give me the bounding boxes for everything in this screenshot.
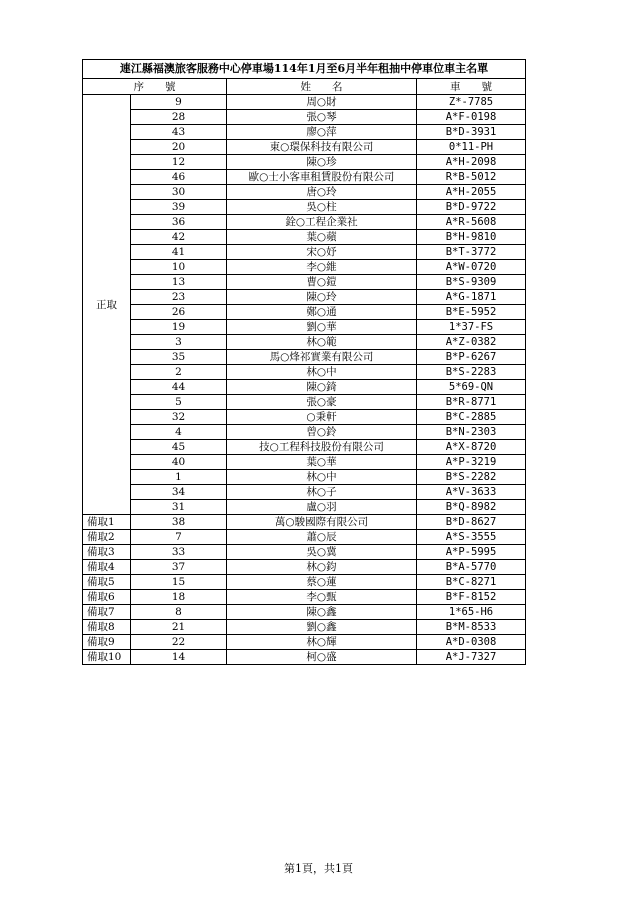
table-row bbox=[83, 635, 526, 650]
alternate-label: 備取6 bbox=[83, 590, 131, 605]
plate-cell: B*R-8771 bbox=[417, 395, 526, 410]
name-cell: 東○環保科技有限公司 bbox=[227, 140, 417, 155]
alternate-label: 備取5 bbox=[83, 575, 131, 590]
plate-cell: 0*11-PH bbox=[417, 140, 526, 155]
alternate-label: 備取7 bbox=[83, 605, 131, 620]
plate-cell: B*D-3931 bbox=[417, 125, 526, 140]
seq-cell: 23 bbox=[131, 290, 227, 305]
name-cell: 技○工程科技股份有限公司 bbox=[227, 440, 417, 455]
seq-cell: 35 bbox=[131, 350, 227, 365]
name-cell: 林○輝 bbox=[227, 635, 417, 650]
seq-cell: 10 bbox=[131, 260, 227, 275]
plate-cell: B*N-2303 bbox=[417, 425, 526, 440]
table-row bbox=[83, 515, 526, 530]
plate-cell: 5*69-QN bbox=[417, 380, 526, 395]
plate-cell: A*X-8720 bbox=[417, 440, 526, 455]
seq-cell: 14 bbox=[131, 650, 227, 665]
name-cell: ○秉軒 bbox=[227, 410, 417, 425]
seq-cell: 28 bbox=[131, 110, 227, 125]
seq-cell: 21 bbox=[131, 620, 227, 635]
table-body bbox=[83, 95, 526, 665]
plate-cell: B*D-9722 bbox=[417, 200, 526, 215]
name-cell: 歐○士小客車租賃股份有限公司 bbox=[227, 170, 417, 185]
seq-cell: 44 bbox=[131, 380, 227, 395]
plate-cell: A*S-3555 bbox=[417, 530, 526, 545]
name-cell: 葉○蘋 bbox=[227, 230, 417, 245]
name-cell: 林○中 bbox=[227, 365, 417, 380]
name-cell: 葉○華 bbox=[227, 455, 417, 470]
name-cell: 曹○鎧 bbox=[227, 275, 417, 290]
table-row bbox=[83, 575, 526, 590]
name-cell: 陳○錡 bbox=[227, 380, 417, 395]
table-row bbox=[83, 140, 526, 155]
table-row bbox=[83, 485, 526, 500]
table-row bbox=[83, 290, 526, 305]
seq-cell: 2 bbox=[131, 365, 227, 380]
plate-cell: A*D-0308 bbox=[417, 635, 526, 650]
table-row bbox=[83, 320, 526, 335]
plate-cell: B*P-6267 bbox=[417, 350, 526, 365]
seq-cell: 9 bbox=[131, 95, 227, 110]
table-row bbox=[83, 410, 526, 425]
alternate-label: 備取2 bbox=[83, 530, 131, 545]
seq-cell: 45 bbox=[131, 440, 227, 455]
plate-cell: A*H-2098 bbox=[417, 155, 526, 170]
group-label-primary: 正取 bbox=[83, 95, 131, 515]
table-row bbox=[83, 590, 526, 605]
plate-cell: B*A-5770 bbox=[417, 560, 526, 575]
seq-cell: 31 bbox=[131, 500, 227, 515]
table-row bbox=[83, 200, 526, 215]
plate-cell: A*P-3219 bbox=[417, 455, 526, 470]
table-row bbox=[83, 155, 526, 170]
table-row bbox=[83, 170, 526, 185]
seq-cell: 5 bbox=[131, 395, 227, 410]
seq-cell: 34 bbox=[131, 485, 227, 500]
name-cell: 馬○烽祁實業有限公司 bbox=[227, 350, 417, 365]
table-row bbox=[83, 470, 526, 485]
plate-cell: A*J-7327 bbox=[417, 650, 526, 665]
plate-cell: R*B-5012 bbox=[417, 170, 526, 185]
name-cell: 張○豪 bbox=[227, 395, 417, 410]
table-row bbox=[83, 110, 526, 125]
seq-cell: 12 bbox=[131, 155, 227, 170]
name-cell: 張○琴 bbox=[227, 110, 417, 125]
plate-cell: 1*65-H6 bbox=[417, 605, 526, 620]
table-row bbox=[83, 440, 526, 455]
seq-cell: 33 bbox=[131, 545, 227, 560]
name-cell: 唐○玲 bbox=[227, 185, 417, 200]
name-cell: 劉○鑫 bbox=[227, 620, 417, 635]
plate-cell: B*Q-8982 bbox=[417, 500, 526, 515]
name-cell: 曾○鈴 bbox=[227, 425, 417, 440]
seq-cell: 13 bbox=[131, 275, 227, 290]
table-row bbox=[83, 335, 526, 350]
seq-cell: 42 bbox=[131, 230, 227, 245]
plate-cell: A*W-0720 bbox=[417, 260, 526, 275]
table-row bbox=[83, 185, 526, 200]
seq-cell: 43 bbox=[131, 125, 227, 140]
name-cell: 鄭○通 bbox=[227, 305, 417, 320]
table-row bbox=[83, 215, 526, 230]
plate-cell: A*Z-0382 bbox=[417, 335, 526, 350]
page-footer: 第1頁，共1頁 bbox=[284, 862, 353, 875]
table-row bbox=[83, 455, 526, 470]
name-header: 姓 名 bbox=[227, 79, 417, 95]
table-row bbox=[83, 365, 526, 380]
name-cell: 林○子 bbox=[227, 485, 417, 500]
plate-cell: A*H-2055 bbox=[417, 185, 526, 200]
name-cell: 廖○萍 bbox=[227, 125, 417, 140]
alternate-label: 備取9 bbox=[83, 635, 131, 650]
table-row bbox=[83, 125, 526, 140]
name-cell: 陳○珍 bbox=[227, 155, 417, 170]
document-title: 連江縣福澳旅客服務中心停車場114年1月至6月半年租抽中停車位車主名單 bbox=[83, 60, 526, 79]
plate-cell: B*S-2282 bbox=[417, 470, 526, 485]
plate-cell: A*G-1871 bbox=[417, 290, 526, 305]
table-row bbox=[83, 425, 526, 440]
name-cell: 林○範 bbox=[227, 335, 417, 350]
plate-cell: A*P-5995 bbox=[417, 545, 526, 560]
seq-cell: 36 bbox=[131, 215, 227, 230]
name-cell: 蕭○辰 bbox=[227, 530, 417, 545]
table-row bbox=[83, 650, 526, 665]
alternate-label: 備取1 bbox=[83, 515, 131, 530]
alternate-label: 備取4 bbox=[83, 560, 131, 575]
table-row bbox=[83, 530, 526, 545]
seq-cell: 38 bbox=[131, 515, 227, 530]
name-cell: 萬○駿國際有限公司 bbox=[227, 515, 417, 530]
table-row bbox=[83, 380, 526, 395]
table-row bbox=[83, 350, 526, 365]
seq-cell: 4 bbox=[131, 425, 227, 440]
seq-cell: 32 bbox=[131, 410, 227, 425]
name-cell: 周○財 bbox=[227, 95, 417, 110]
seq-cell: 30 bbox=[131, 185, 227, 200]
header-row bbox=[83, 79, 526, 95]
seq-cell: 37 bbox=[131, 560, 227, 575]
name-cell: 吳○冀 bbox=[227, 545, 417, 560]
plate-cell: B*C-2885 bbox=[417, 410, 526, 425]
plate-header: 車 號 bbox=[417, 79, 526, 95]
winners-table bbox=[82, 59, 526, 665]
seq-cell: 3 bbox=[131, 335, 227, 350]
plate-cell: 1*37-FS bbox=[417, 320, 526, 335]
plate-cell: A*R-5608 bbox=[417, 215, 526, 230]
table-row bbox=[83, 545, 526, 560]
table-row bbox=[83, 620, 526, 635]
seq-cell: 22 bbox=[131, 635, 227, 650]
plate-cell: A*F-0198 bbox=[417, 110, 526, 125]
name-cell: 宋○妤 bbox=[227, 245, 417, 260]
alternate-label: 備取10 bbox=[83, 650, 131, 665]
table-row bbox=[83, 95, 526, 110]
title-row bbox=[83, 60, 526, 79]
seq-cell: 20 bbox=[131, 140, 227, 155]
plate-cell: B*H-9810 bbox=[417, 230, 526, 245]
seq-cell: 15 bbox=[131, 575, 227, 590]
table-row bbox=[83, 605, 526, 620]
table-row bbox=[83, 560, 526, 575]
seq-cell: 7 bbox=[131, 530, 227, 545]
name-cell: 蔡○蓮 bbox=[227, 575, 417, 590]
plate-cell: B*E-5952 bbox=[417, 305, 526, 320]
table-row bbox=[83, 245, 526, 260]
seq-cell: 46 bbox=[131, 170, 227, 185]
table-row bbox=[83, 305, 526, 320]
seq-cell: 26 bbox=[131, 305, 227, 320]
plate-cell: A*V-3633 bbox=[417, 485, 526, 500]
name-cell: 李○甄 bbox=[227, 590, 417, 605]
plate-cell: B*C-8271 bbox=[417, 575, 526, 590]
seq-cell: 18 bbox=[131, 590, 227, 605]
table-row bbox=[83, 275, 526, 290]
name-cell: 柯○盛 bbox=[227, 650, 417, 665]
name-cell: 陳○玲 bbox=[227, 290, 417, 305]
seq-header: 序 號 bbox=[83, 79, 227, 95]
plate-cell: B*T-3772 bbox=[417, 245, 526, 260]
name-cell: 林○鈞 bbox=[227, 560, 417, 575]
seq-cell: 1 bbox=[131, 470, 227, 485]
table-row bbox=[83, 500, 526, 515]
plate-cell: Z*-7785 bbox=[417, 95, 526, 110]
seq-cell: 39 bbox=[131, 200, 227, 215]
name-cell: 劉○華 bbox=[227, 320, 417, 335]
table-row bbox=[83, 260, 526, 275]
name-cell: 陳○鑫 bbox=[227, 605, 417, 620]
plate-cell: B*M-8533 bbox=[417, 620, 526, 635]
name-cell: 李○維 bbox=[227, 260, 417, 275]
plate-cell: B*S-9309 bbox=[417, 275, 526, 290]
name-cell: 盧○羽 bbox=[227, 500, 417, 515]
name-cell: 林○中 bbox=[227, 470, 417, 485]
seq-cell: 40 bbox=[131, 455, 227, 470]
alternate-label: 備取3 bbox=[83, 545, 131, 560]
table-row bbox=[83, 395, 526, 410]
plate-cell: B*D-8627 bbox=[417, 515, 526, 530]
plate-cell: B*S-2283 bbox=[417, 365, 526, 380]
name-cell: 吳○柱 bbox=[227, 200, 417, 215]
table-row bbox=[83, 230, 526, 245]
seq-cell: 41 bbox=[131, 245, 227, 260]
seq-cell: 8 bbox=[131, 605, 227, 620]
seq-cell: 19 bbox=[131, 320, 227, 335]
alternate-label: 備取8 bbox=[83, 620, 131, 635]
name-cell: 銓○工程企業社 bbox=[227, 215, 417, 230]
plate-cell: B*F-8152 bbox=[417, 590, 526, 605]
